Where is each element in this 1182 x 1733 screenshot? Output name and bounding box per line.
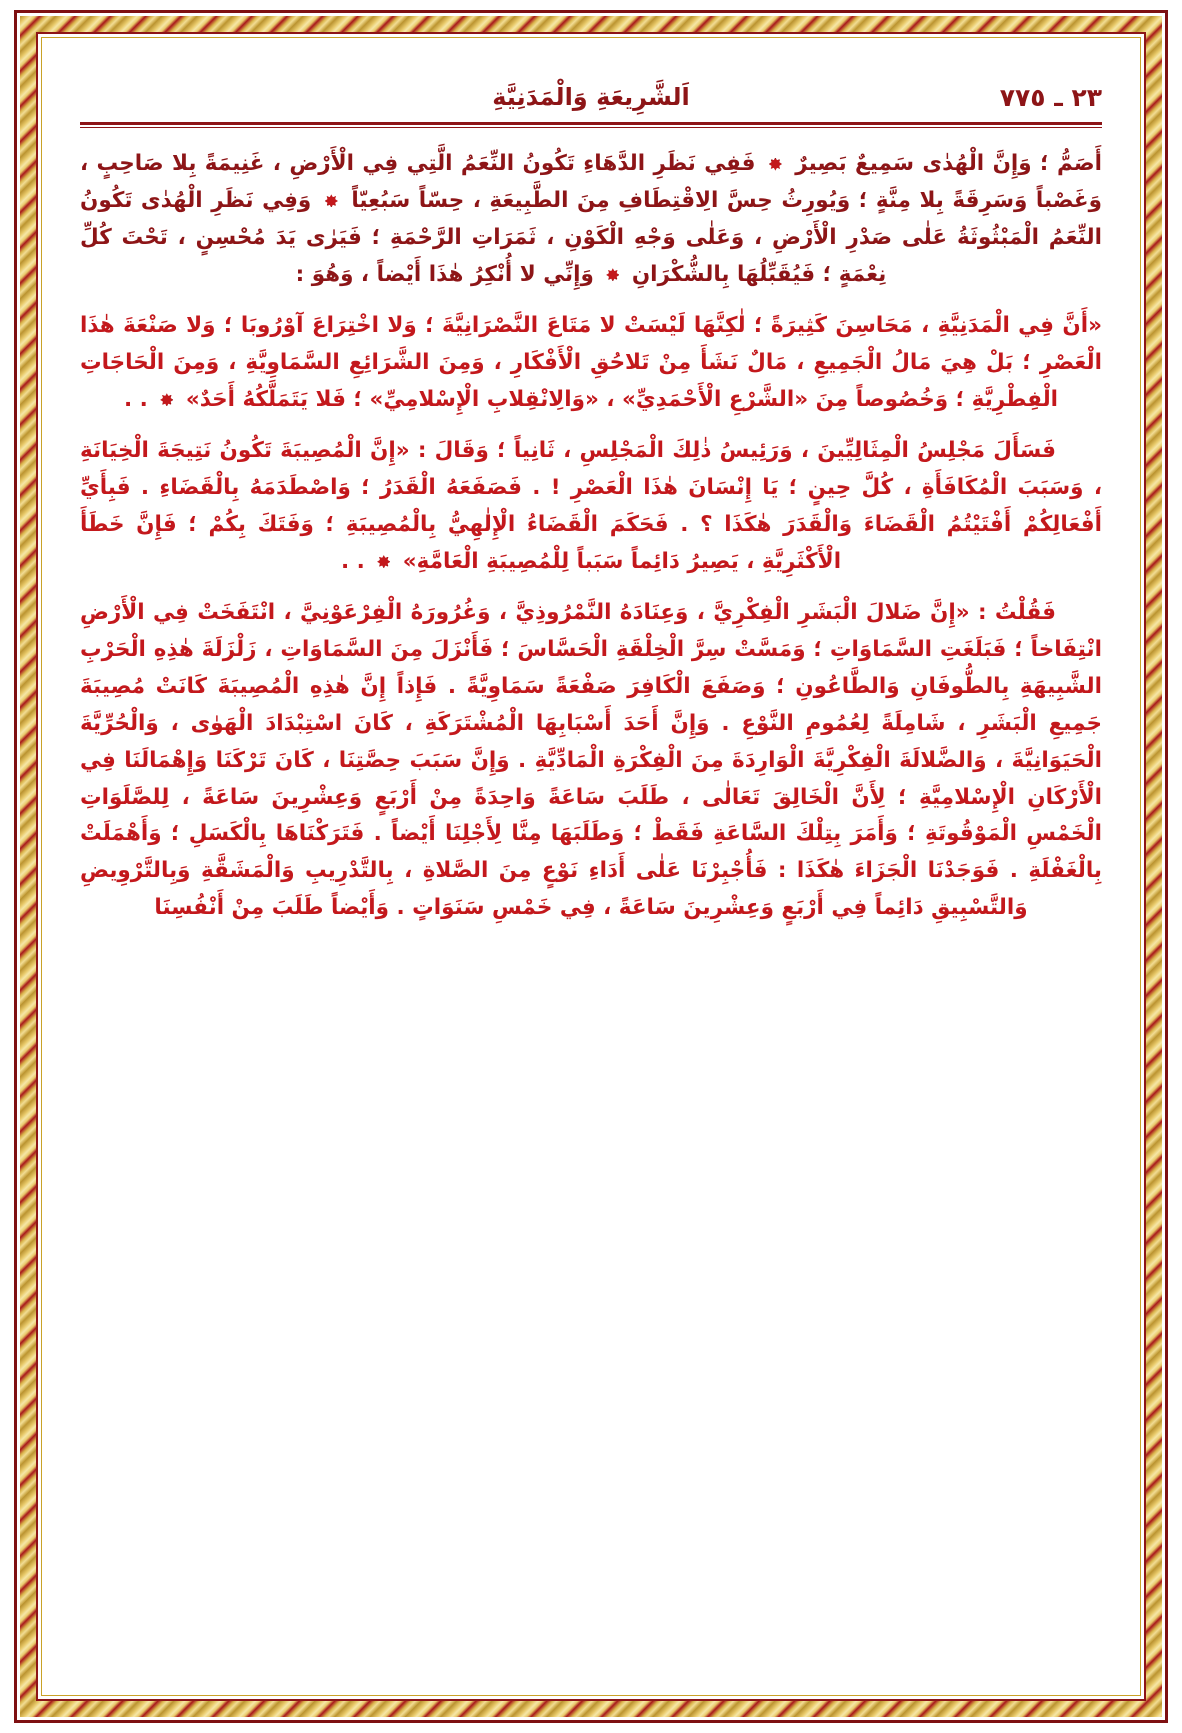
- paragraph-1-part-b: فَفِي نَظَرِ الدَّهَاءِ تَكُونُ النِّعَمُ الَّتِي فِي الْأَرْضِ ، غَنِيمَةً بِلا صَاحِبٍ ، وَغَصْباً وَسَرِقَةً بِلا مِنَّةٍ ؛ وَيُورِثُ حِسَّ الِاقْتِطَافِ مِنَ الطَّبِيعَةِ ، حِسّاً سَبُعِيّاً: [80, 151, 1102, 213]
- paragraph-4: [80, 595, 1102, 928]
- page-number: ٢٣ ـ ٧٧٥: [999, 82, 1102, 112]
- rosette-icon: [377, 555, 390, 568]
- header-divider-thin: [80, 127, 1102, 128]
- page-title: اَلشَّرِيعَةِ وَالْمَدَنِيَّةِ: [492, 83, 690, 111]
- paragraph-1: [80, 146, 1102, 294]
- paragraph-2-quote: [80, 308, 1102, 419]
- paragraph-1-part-a: أَصَمُّ ؛ وَإِنَّ: [992, 151, 1102, 176]
- paragraph-1-part-d: وَإِنِّي لا أُنْكِرُ هٰذَا أَيْضاً ، وَهُوَ :: [295, 261, 594, 287]
- header-divider: [80, 122, 1102, 125]
- body-text: [80, 146, 1102, 927]
- paragraph-2-text: «أَنَّ فِي الْمَدَنِيَّةِ ، مَحَاسِنَ كَثِيرَةً ؛ لٰكِنَّهَا لَيْسَتْ لا مَتَاعَ النَّصْرَانِيَّةَ ؛ وَلا اخْتِرَاعَ آوْرُوبَا ؛ وَلا صَنْعَةَ هٰذَا الْعَصْرِ ؛ بَلْ هِيَ مَالُ الْجَمِيعِ ، مَالٌ نَشَأَ مِنْ تَلاحُقِ الْأَفْكَارِ ، وَمِنَ الشَّرَائِعِ السَّمَاوِيَّةِ ، وَمِنَ الْحَاجَاتِ الْفِطْرِيَّةِ ؛ وَخُصُوصاً مِنَ «الشَّرْعِ الْأَحْمَدِيِّ» ، «وَالِانْقِلابِ الْإِسْلامِيِّ» ؛ فَلا يَتَمَلَّكُهُ أَحَدٌ»: [80, 312, 1102, 412]
- paragraph-1-kufi-phrase: الْهُدٰى سَمِيعٌ بَصِيرٌ: [795, 151, 985, 176]
- paragraph-3: [80, 433, 1102, 581]
- paragraph-3-text: فَسَأَلَ مَجْلِسُ الْمِثَالِيِّينَ ، وَرَئِيسُ ذٰلِكَ الْمَجْلِسِ ، ثَانِياً ؛ وَقَالَ : «إِنَّ الْمُصِيبَةَ تَكُونُ نَتِيجَةَ الْخِيَانَةِ ، وَسَبَبَ الْمُكَافَأَةِ ، كُلَّ حِينٍ ؛ يَا إِنْسَانَ هٰذَا الْعَصْرِ ! . فَصَفَعَهُ الْقَدَرُ ؛ وَاصْطَدَمَهُ بِالْقَضَاءِ . فَبِأَيِّ أَفْعَالِكُمْ أَفْتَيْتُمُ الْقَضَاءَ وَالْقَدَرَ هٰكَذَا ؟ . فَحَكَمَ الْقَضَاءُ الْإِلٰهِيُّ بِالْمُصِيبَةِ ؛ وَفَتَكَ بِكُمْ ؛ فَإِنَّ خَطَأَ الْأَكْثَرِيَّةِ ، يَصِيرُ دَائِماً سَبَباً لِلْمُصِيبَةِ الْعَامَّةِ»: [80, 437, 1102, 574]
- trailing-dots: . .: [340, 548, 365, 574]
- rosette-icon: [769, 158, 782, 171]
- page-header: [80, 74, 1102, 120]
- page-content: [50, 52, 1132, 1685]
- rosette-icon: [606, 268, 619, 281]
- rosette-icon: [325, 194, 338, 207]
- paragraph-4-text: فَقُلْتُ : «إِنَّ ضَلالَ الْبَشَرِ الْفِكْرِيَّ ، وَعِنَادَهُ النَّمْرُوذِيَّ ، وَغُرُورَهُ الْفِرْعَوْنِيَّ ، انْتَفَخَتْ فِي الْأَرْضِ انْتِفَاخاً ؛ فَبَلَغَتِ السَّمَاوَاتِ ؛ وَمَسَّتْ سِرَّ الْخِلْقَةِ الْحَسَّاسَ ؛ فَأَنْزَلَ مِنَ السَّمَاوَاتِ ، زَلْزَلَةَ هٰذِهِ الْحَرْبِ الشَّبِيهَةِ بِالطُّوفَانِ وَالطَّاعُونِ ؛ وَصَفَعَ الْكَافِرَ صَفْعَةً سَمَاوِيَّةً . فَإِذاً إِنَّ هٰذِهِ الْمُصِيبَةَ كَانَتْ مُصِيبَةَ جَمِيعِ الْبَشَرِ ، شَامِلَةً لِعُمُومِ النَّوْعِ . وَإِنَّ أَحَدَ أَسْبَابِهَا الْمُشْتَرَكَةِ ، كَانَ اسْتِبْدَادَ الْهَوٰى ، وَالْحُرِّيَّةَ الْحَيَوَانِيَّةَ ، وَالضَّلالَةَ الْفِكْرِيَّةَ الْوَارِدَةَ مِنَ الْفِكْرَةِ الْمَادِّيَّةِ . وَإِنَّ سَبَبَ حِصَّتِنَا ، كَانَ تَرْكَنَا وَإِهْمَالَنَا فِي الْأَرْكَانِ الْإِسْلامِيَّةِ ؛ لِأَنَّ الْخَالِقَ تَعَالٰى ، طَلَبَ سَاعَةً وَاحِدَةً مِنْ أَرْبَعٍ وَعِشْرِينَ سَاعَةً ، لِلصَّلَوَاتِ الْخَمْسِ الْمَوْقُوتَةِ ؛ وَأَمَرَ بِتِلْكَ السَّاعَةِ فَقَطْ ؛ وَطَلَبَهَا مِنَّا لِأَجْلِنَا أَيْضاً . فَتَرَكْنَاهَا بِالْكَسَلِ ؛ وَأَهْمَلَتْ بِالْغَفْلَةِ . فَوَجَدْنَا الْجَزَاءَ هٰكَذَا : فَأُجْبِرْنَا عَلٰى أَدَاءِ نَوْعٍ مِنَ الصَّلاةِ ، بِالتَّدْرِيبِ وَالْمَشَقَّةِ وَبِالتَّرْوِيضِ وَالتَّسْبِيقِ دَائِماً فِي أَرْبَعٍ وَعِشْرِينَ سَاعَةً ، فِي خَمْسِ سَنَوَاتٍ . وَأَيْضاً طَلَبَ مِنْ أَنْفُسِنَا: [80, 599, 1102, 921]
- trailing-dots: . .: [123, 386, 148, 412]
- paragraph-1-part-c: وَفِي نَظَرِ الْهُدٰى تَكُونُ النِّعَمُ الْمَبْثُوثَةُ عَلٰى صَدْرِ الْأَرْضِ ، وَعَلٰى وَجْهِ الْكَوْنِ ، ثَمَرَاتِ الرَّحْمَةِ ؛ فَيَرٰى يَدَ مُحْسِنٍ ، تَحْتَ كُلِّ نِعْمَةٍ ؛ فَيُقَبِّلُهَا بِالشُّكْرَانِ: [80, 187, 1102, 287]
- rosette-icon: [160, 393, 173, 406]
